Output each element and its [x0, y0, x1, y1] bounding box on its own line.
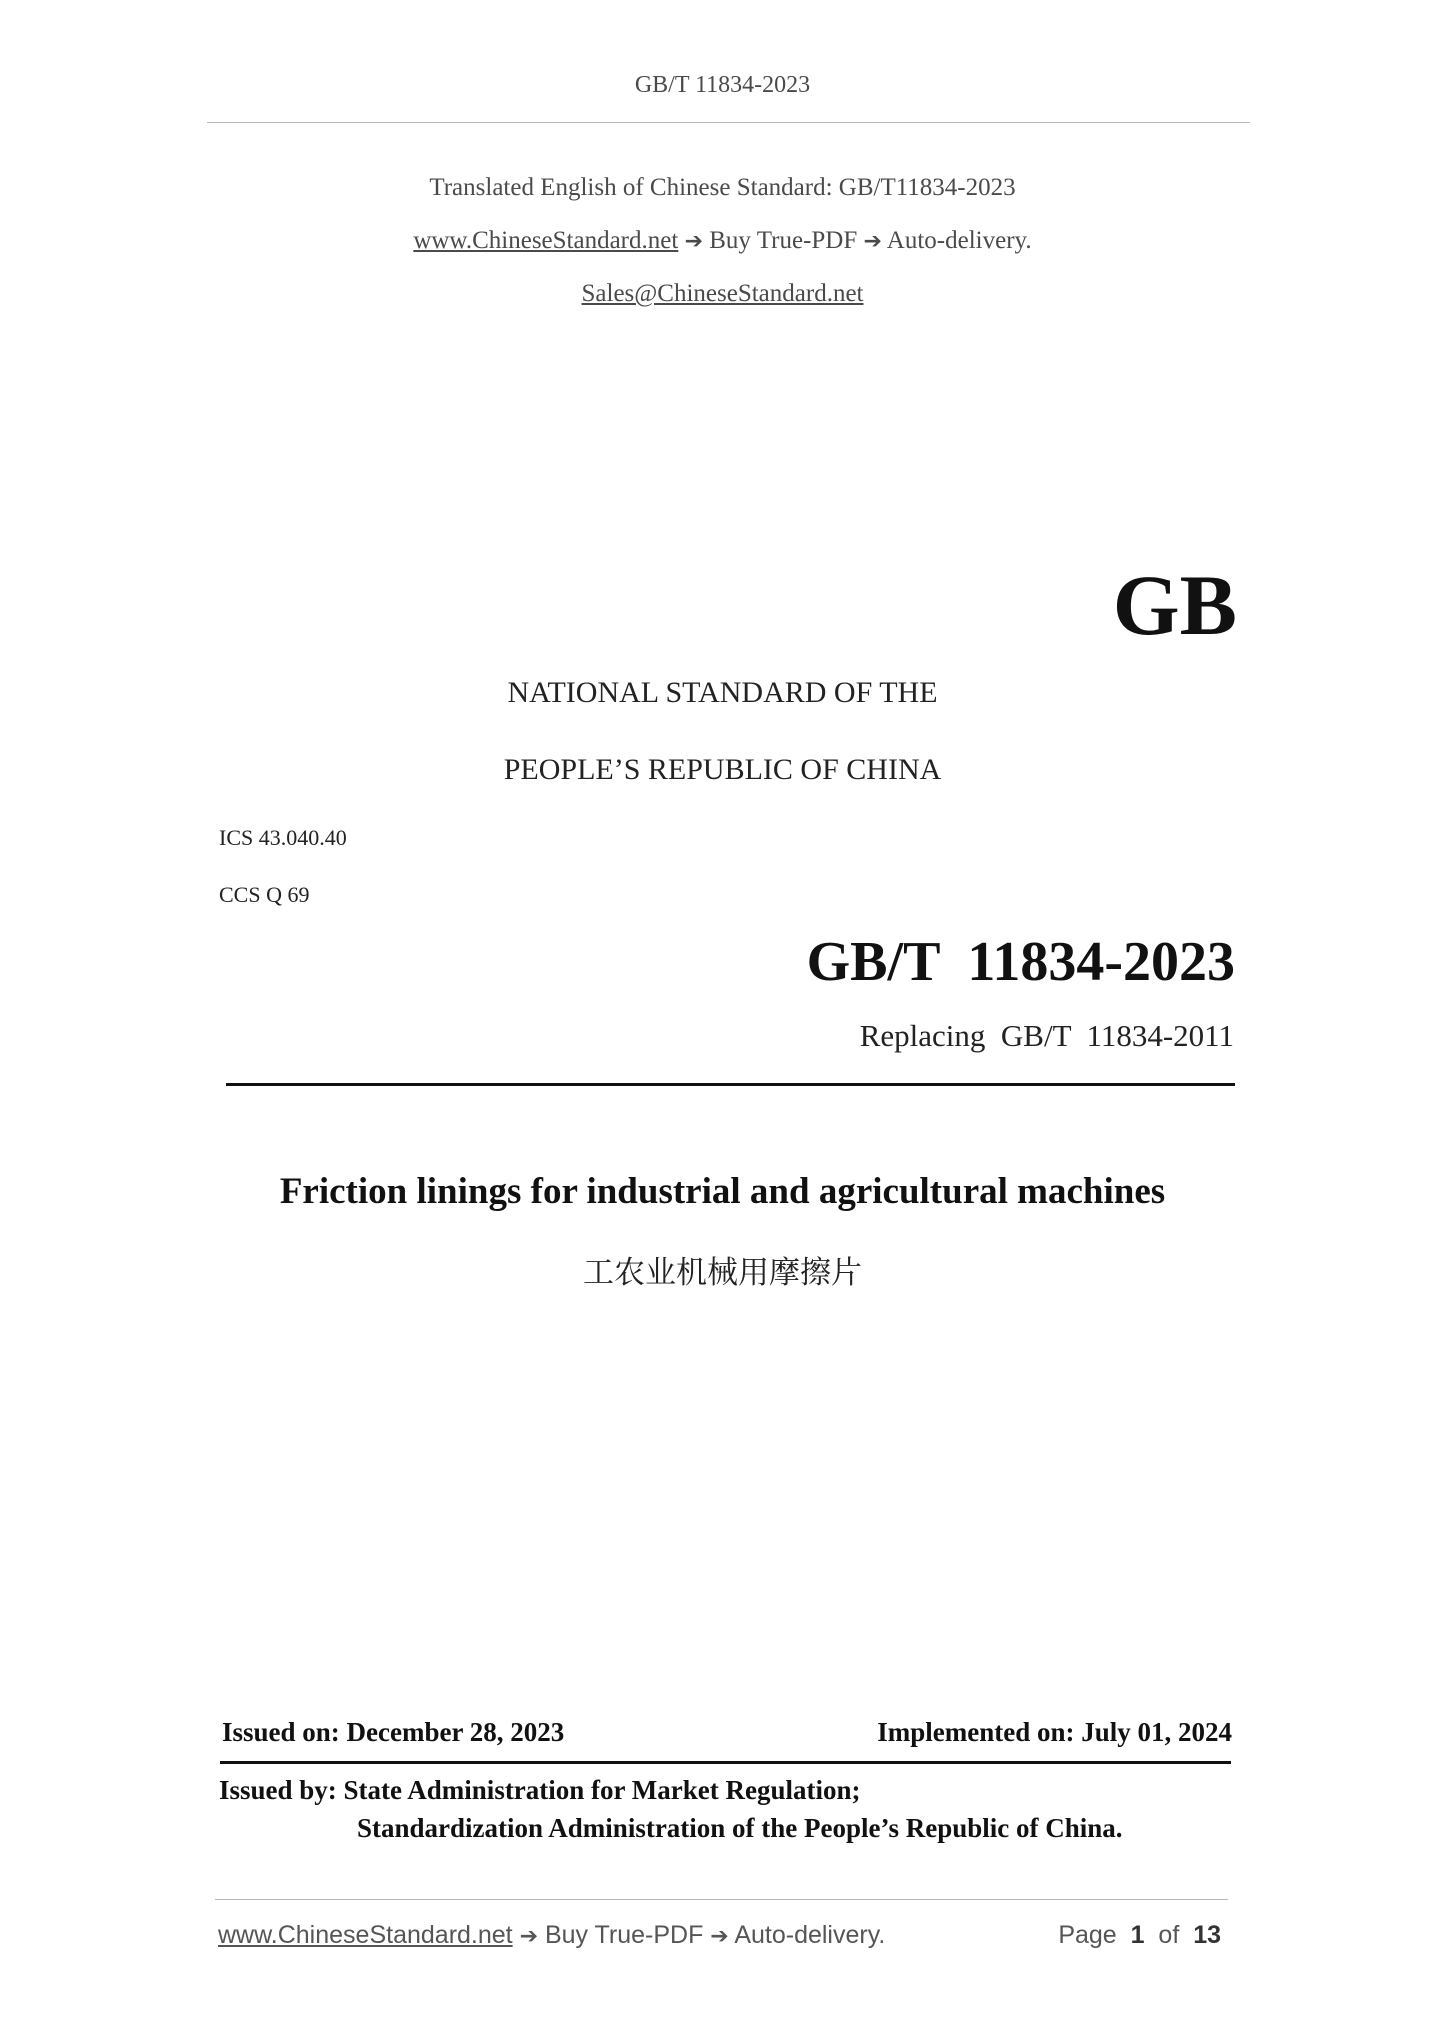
issued-by-line-1: Issued by: State Administration for Market Regulation; — [219, 1775, 861, 1805]
of-word: of — [1158, 1921, 1180, 1949]
issued-on-date: Issued on: December 28, 2023 — [222, 1717, 565, 1747]
footer-promo — [218, 1921, 885, 1950]
footer-divider — [215, 1899, 1228, 1900]
translation-notice: Translated English of Chinese Standard: GB/T11834-2023 — [429, 174, 1016, 201]
document-title-zh: 工农业机械用摩擦片 — [583, 1255, 862, 1291]
right-arrow-icon: ➔ — [684, 229, 703, 254]
national-standard-line-1: NATIONAL STANDARD OF THE — [507, 676, 938, 709]
page-total: 13 — [1193, 1921, 1221, 1949]
ics-code: ICS 43.040.40 — [219, 825, 347, 850]
right-arrow-icon: ➔ — [863, 229, 882, 254]
promo-line — [0, 227, 1445, 255]
national-standard-line-2: PEOPLE’S REPUBLIC OF CHINA — [503, 753, 942, 786]
right-arrow-icon: ➔ — [710, 1924, 729, 1949]
ccs-code: CCS Q 69 — [219, 882, 310, 907]
issue-divider — [220, 1761, 1231, 1764]
standard-number: GB/T 11834-2023 — [806, 931, 1235, 993]
site-link[interactable]: www.ChineseStandard.net — [413, 227, 679, 254]
footer-delivery-text: Auto-delivery. — [734, 1921, 886, 1949]
footer-site-link[interactable]: www.ChineseStandard.net — [218, 1921, 513, 1949]
email-link[interactable]: Sales@ChineseStandard.net — [581, 280, 864, 307]
title-divider — [226, 1083, 1235, 1086]
buy-text: Buy True-PDF — [709, 227, 858, 254]
implemented-on-date: Implemented on: July 01, 2024 — [877, 1717, 1232, 1747]
sales-line — [0, 280, 1445, 308]
header-divider — [207, 122, 1250, 123]
page-indicator — [1058, 1921, 1221, 1950]
right-arrow-icon: ➔ — [519, 1924, 539, 1949]
running-header: GB/T 11834-2023 — [634, 72, 811, 98]
footer-buy-text: Buy True-PDF — [544, 1921, 704, 1949]
delivery-text: Auto-delivery. — [886, 227, 1032, 254]
page-current: 1 — [1130, 1921, 1145, 1949]
replacing-standard: Replacing GB/T 11834-2011 — [859, 1018, 1234, 1053]
page-word: Page — [1058, 1921, 1117, 1949]
issued-by-line-2: Standardization Administration of the People’s Republic of China. — [357, 1813, 1123, 1843]
document-title-en: Friction linings for industrial and agricultural machines — [279, 1171, 1166, 1212]
gb-mark: GB — [1112, 557, 1237, 653]
